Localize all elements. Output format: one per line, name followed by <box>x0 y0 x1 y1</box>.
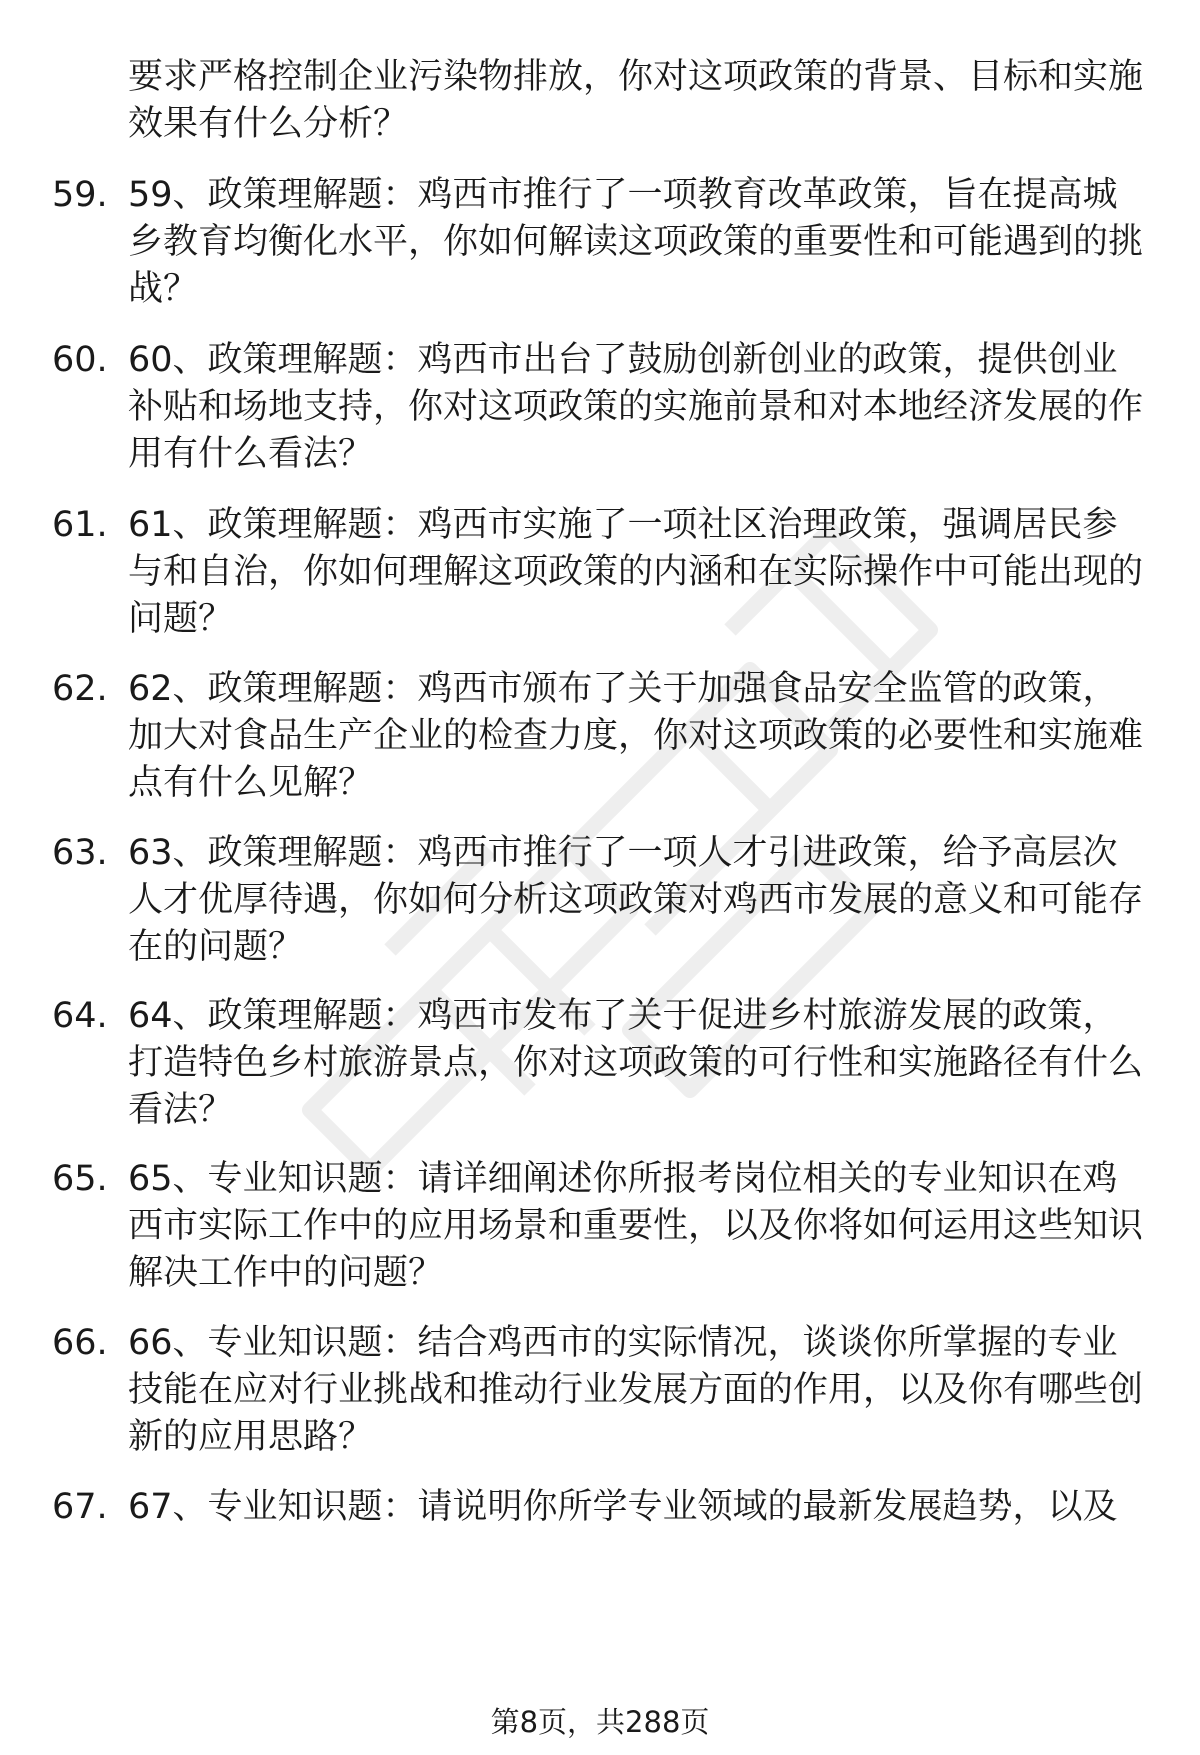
item-number: 59. <box>52 175 108 215</box>
item-number: 66. <box>52 1323 108 1363</box>
item-text: 66、专业知识题：结合鸡西市的实际情况，谈谈你所掌握的专业技能在应对行业挑战和推动行业发展方面的作用，以及你有哪些创新的应用思路？ <box>128 1323 1144 1457</box>
item-number: 61. <box>52 505 108 545</box>
item-text: 67、专业知识题：请说明你所学专业领域的最新发展趋势，以及 <box>128 1487 1118 1527</box>
item-text: 64、政策理解题：鸡西市发布了关于促进乡村旅游发展的政策，打造特色乡村旅游景点，你对这项政策的可行性和实施路径有什么看法？ <box>128 996 1144 1130</box>
item-text: 63、政策理解题：鸡西市推行了一项人才引进政策，给予高层次人才优厚待遇，你如何分析这项政策对鸡西市发展的意义和可能存在的问题？ <box>128 833 1144 967</box>
item-text: 59、政策理解题：鸡西市推行了一项教育改革政策，旨在提高城乡教育均衡化水平，你如何解读这项政策的重要性和可能遇到的挑战？ <box>128 175 1144 309</box>
item-text: 61、政策理解题：鸡西市实施了一项社区治理政策，强调居民参与和自治，你如何理解这项政策的内涵和在实际操作中可能出现的问题？ <box>128 505 1144 639</box>
item-number: 67. <box>52 1487 108 1527</box>
item-text: 要求严格控制企业污染物排放，你对这项政策的背景、目标和实施效果有什么分析？ <box>128 57 1144 144</box>
item-number: 60. <box>52 340 108 380</box>
item-text: 60、政策理解题：鸡西市出台了鼓励创新创业的政策，提供创业补贴和场地支持，你对这项政策的实施前景和对本地经济发展的作用有什么看法？ <box>128 340 1144 474</box>
item-text: 62、政策理解题：鸡西市颁布了关于加强食品安全监管的政策，加大对食品生产企业的检查力度，你对这项政策的必要性和实施难点有什么见解？ <box>128 669 1144 803</box>
item-text: 65、专业知识题：请详细阐述你所报考岗位相关的专业知识在鸡西市实际工作中的应用场景和重要性，以及你将如何运用这些知识解决工作中的问题？ <box>128 1159 1144 1293</box>
item-number: 65. <box>52 1159 108 1199</box>
item-number: 63. <box>52 833 108 873</box>
item-number: 62. <box>52 669 108 709</box>
item-number: 64. <box>52 996 108 1036</box>
page-footer: 第8页，共288页 <box>490 1705 710 1739</box>
